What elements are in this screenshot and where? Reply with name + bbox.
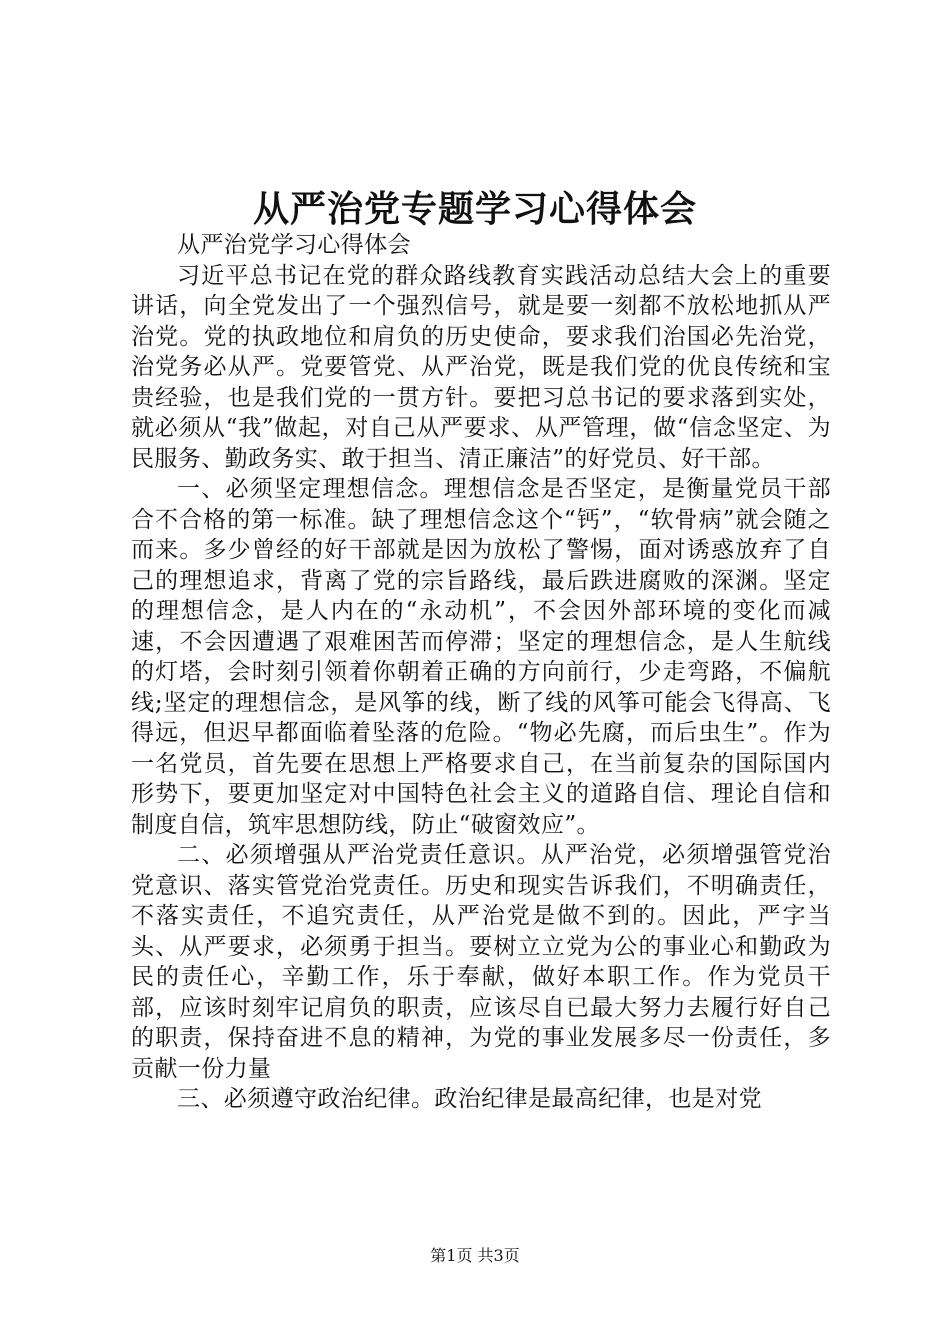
paragraph-section-1: 一、必须坚定理想信念。理想信念是否坚定，是衡量党员干部合不合格的第一标准。缺了理想信念这个“钙”，“软骨病”就会随之而来。多少曾经的好干部就是因为放松了警惕，面对诱惑放弃了自己的理想追求，背离了党的宗旨路线，最后跌进腐败的深渊。坚定的理想信念，是人内在的“永动机”，不会因外部环境的变化而减速，不会因遭遇了艰难困苦而停滞；坚定的理想信念，是人生航线的灯塔，会时刻引领着你朝着正确的方向前行，少走弯路，不偏航线;坚定的理想信念，是风筝的线，断了线的风筝可能会飞得高、飞得远，但迟早都面临着坠落的危险。“物必先腐，而后虫生”。作为一名党员，首先要在思想上严格要求自己，在当前复杂的国际国内形势下，要更加坚定对中国特色社会主义的道路自信、理论自信和制度自信，筑牢思想防线，防止“破窗效应”。 xyxy=(131,476,831,838)
document-title: 从严治党专题学习心得体会 xyxy=(252,188,697,230)
page-footer: 第1页 共3页 xyxy=(430,1246,520,1265)
document-body xyxy=(131,230,831,1115)
paragraph-section-3: 三、必须遵守政治纪律。政治纪律是最高纪律，也是对党 xyxy=(177,1086,762,1112)
paragraph-intro: 习近平总书记在党的群众路线教育实践活动总结大会上的重要讲话，向全党发出了一个强烈信号，就是要一刻都不放松地抓从严治党。党的执政地位和肩负的历史使命，要求我们治国必先治党，治党务必从严。党要管党、从严治党，既是我们党的优良传统和宝贵经验，也是我们党的一贯方针。要把习总书记的要求落到实处，就必须从“我”做起，对自己从严要求、从严管理，做“信念坚定、为民服务、勤政务实、敢于担当、清正廉洁”的好党员、好干部。 xyxy=(131,262,831,472)
paragraph-section-2: 二、必须增强从严治党责任意识。从严治党，必须增强管党治党意识、落实管党治党责任。历史和现实告诉我们，不明确责任，不落实责任，不追究责任，从严治党是做不到的。因此，严字当头、从严要求，必须勇于担当。要树立立党为公的事业心和勤政为民的责任心，辛勤工作，乐于奉献，做好本职工作。作为党员干部，应该时刻牢记肩负的职责，应该尽自已最大努力去履行好自己的职责，保持奋进不息的精神，为党的事业发展多尽一份责任，多贡献一份力量 xyxy=(131,842,831,1082)
document-subtitle: 从严治党学习心得体会 xyxy=(177,232,411,258)
